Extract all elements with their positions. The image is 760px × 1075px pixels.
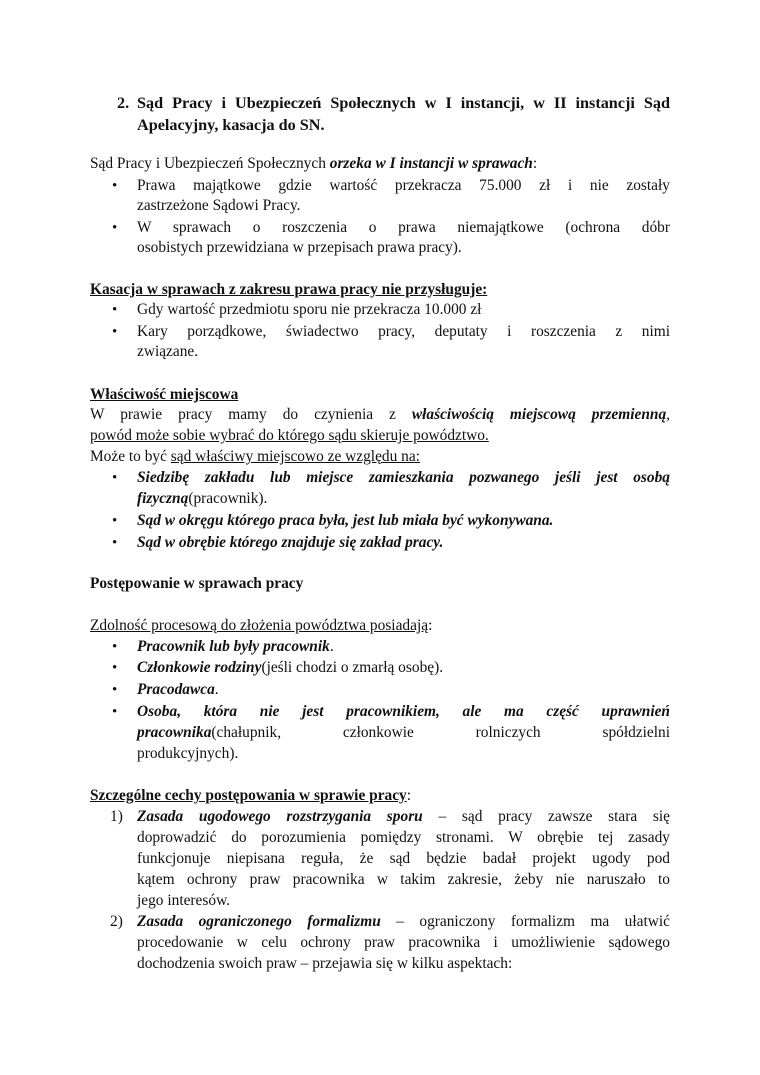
bullet-icon bbox=[112, 637, 122, 657]
cechy-item-1-emphasis: Zasada ugodowego rozstrzygania sporu bbox=[137, 808, 423, 825]
intro-bullet-1-line-2: zastrzeżone Sądowi Pracy. bbox=[137, 197, 301, 214]
intro-colon: : bbox=[532, 155, 538, 172]
intro-bullet-2-line-1: W sprawach o roszczenia o prawa niemajątkowe (ochrona dóbr bbox=[137, 219, 670, 236]
intro-emphasis: orzeka w I instancji w sprawach bbox=[329, 155, 533, 172]
bullet-icon bbox=[112, 680, 122, 700]
cechy-colon: : bbox=[406, 787, 412, 804]
wlasciwosc-p3-text: Może to być bbox=[90, 448, 171, 465]
cechy-item-1-line-5: jego interesów. bbox=[137, 892, 231, 909]
bullet-icon bbox=[112, 702, 122, 722]
postepowanie-bullet-4-line-1: Osoba, która nie jest pracownikiem, ale ma część uprawnień bbox=[137, 703, 670, 720]
cechy-title: Szczególne cechy postępowania w sprawie pracy bbox=[90, 787, 407, 804]
heading-line-1: Sąd Pracy i Ubezpieczeń Społecznych w I instancji, w II instancji Sąd bbox=[137, 94, 670, 112]
zdolnosc-colon: : bbox=[428, 617, 433, 634]
wlasciwosc-p1-comma: , bbox=[666, 406, 671, 423]
postepowanie-bullet-4-text: (chałupnik, członkowie rolniczych spółdzielni bbox=[211, 724, 670, 741]
bullet-icon bbox=[112, 300, 122, 320]
cechy-item-2-number: 2) bbox=[110, 913, 123, 930]
kasacja-bullet-1: Gdy wartość przedmiotu sporu nie przekracza 10.000 zł bbox=[137, 301, 482, 318]
bullet-icon bbox=[112, 218, 122, 238]
wlasciwosc-bullet-2: Sąd w okręgu którego praca była, jest lub miała być wykonywana. bbox=[137, 512, 554, 529]
bullet-icon bbox=[112, 176, 122, 196]
postepowanie-bullet-4-emphasis: pracownika bbox=[137, 724, 212, 741]
bullet-icon bbox=[112, 511, 122, 531]
wlasciwosc-p3-underlined: sąd właściwy miejscowo ze względu na: bbox=[170, 448, 420, 465]
postepowanie-bullet-3-text: . bbox=[214, 681, 219, 698]
postepowanie-bullet-1-emphasis: Pracownik lub były pracownik bbox=[137, 638, 330, 655]
cechy-item-2-line-2: procedowanie w celu ochrony praw pracownika i umożliwienie sądowego bbox=[137, 934, 670, 951]
postepowanie-bullet-4-line-2 bbox=[137, 723, 670, 743]
intro-bullet-1-line-1: Prawa majątkowe gdzie wartość przekracza 75.000 zł i nie zostały bbox=[137, 177, 670, 194]
wlasciwosc-paragraph-2: powód może sobie wybrać do którego sądu skieruje powództwo. bbox=[90, 427, 489, 444]
cechy-item-2-line-1 bbox=[137, 912, 670, 932]
cechy-item-2-emphasis: Zasada ograniczonego formalizmu bbox=[137, 913, 381, 930]
wlasciwosc-paragraph-1 bbox=[90, 405, 670, 425]
bullet-icon bbox=[112, 533, 122, 553]
cechy-item-1-line-2: doprowadzić do porozumienia pomiędzy stronami. W obrębie tej zasady bbox=[137, 829, 670, 846]
wlasciwosc-p1-emphasis: właściwością miejscową przemienną bbox=[411, 406, 667, 423]
postepowanie-bullet-1-text: . bbox=[329, 638, 334, 655]
zdolnosc-underlined: Zdolność procesową do złożenia powództwa posiadają bbox=[90, 617, 429, 634]
cechy-title-line bbox=[90, 786, 411, 806]
wlasciwosc-p1-text: W prawie pracy mamy do czynienia z bbox=[90, 406, 412, 423]
bullet-icon bbox=[112, 322, 122, 342]
postepowanie-bullet-2 bbox=[137, 658, 443, 678]
postepowanie-bullet-3-emphasis: Pracodawca bbox=[137, 681, 215, 698]
cechy-item-1-line-3: funkcjonuje niepisana reguła, że sąd będzie badał projekt ugody pod bbox=[137, 850, 670, 867]
postepowanie-bullet-4-line-3: produkcyjnych). bbox=[137, 745, 239, 762]
wlasciwosc-title: Właściwość miejscowa bbox=[90, 386, 239, 403]
intro-bullet-2-line-2: osobistych przewidziana w przepisach prawa pracy). bbox=[137, 239, 462, 256]
postepowanie-bullet-2-text: (jeśli chodzi o zmarłą osobę). bbox=[261, 659, 444, 676]
wlasciwosc-paragraph-3 bbox=[90, 447, 420, 467]
heading-line-2: Apelacyjny, kasacja do SN. bbox=[137, 116, 325, 134]
zdolnosc-paragraph bbox=[90, 616, 432, 636]
cechy-item-2-line-3: dochodzenia swoich praw – przejawia się w kilku aspektach: bbox=[137, 955, 513, 972]
wlasciwosc-bullet-3: Sąd w obrębie którego znajduje się zakład pracy. bbox=[137, 534, 444, 551]
wlasciwosc-bullet-1-emphasis: fizyczną bbox=[137, 490, 189, 507]
heading-number: 2. bbox=[117, 94, 130, 112]
intro-paragraph bbox=[90, 154, 537, 174]
cechy-item-2-text: – ograniczony formalizm ma ułatwić bbox=[380, 913, 670, 930]
cechy-item-1-line-1 bbox=[137, 807, 670, 827]
postepowanie-bullet-3 bbox=[137, 680, 219, 700]
cechy-item-1-line-4: kątem ochrony praw pracownika w takim zakresie, żeby nie naruszało to bbox=[137, 871, 670, 888]
cechy-item-1-text: – sąd pracy zawsze stara się bbox=[422, 808, 670, 825]
postepowanie-title: Postępowanie w sprawach pracy bbox=[90, 575, 304, 592]
kasacja-bullet-2-line-2: związane. bbox=[137, 343, 199, 360]
bullet-icon bbox=[112, 658, 122, 678]
intro-text: Sąd Pracy i Ubezpieczeń Społecznych bbox=[90, 155, 330, 172]
kasacja-title: Kasacja w sprawach z zakresu prawa pracy nie przysługuje: bbox=[90, 281, 488, 298]
kasacja-bullet-2-line-1: Kary porządkowe, świadectwo pracy, deputaty i roszczenia z nimi bbox=[137, 323, 670, 340]
postepowanie-bullet-2-emphasis: Członkowie rodziny bbox=[137, 659, 262, 676]
cechy-item-1-number: 1) bbox=[110, 808, 123, 825]
wlasciwosc-bullet-1-line-1: Siedzibę zakładu lub miejsce zamieszkania pozwanego jeśli jest osobą bbox=[137, 469, 670, 486]
postepowanie-bullet-1 bbox=[137, 637, 334, 657]
bullet-icon bbox=[112, 468, 122, 488]
wlasciwosc-bullet-1-line-2 bbox=[137, 489, 267, 509]
wlasciwosc-bullet-1-text: (pracownik). bbox=[188, 490, 268, 507]
